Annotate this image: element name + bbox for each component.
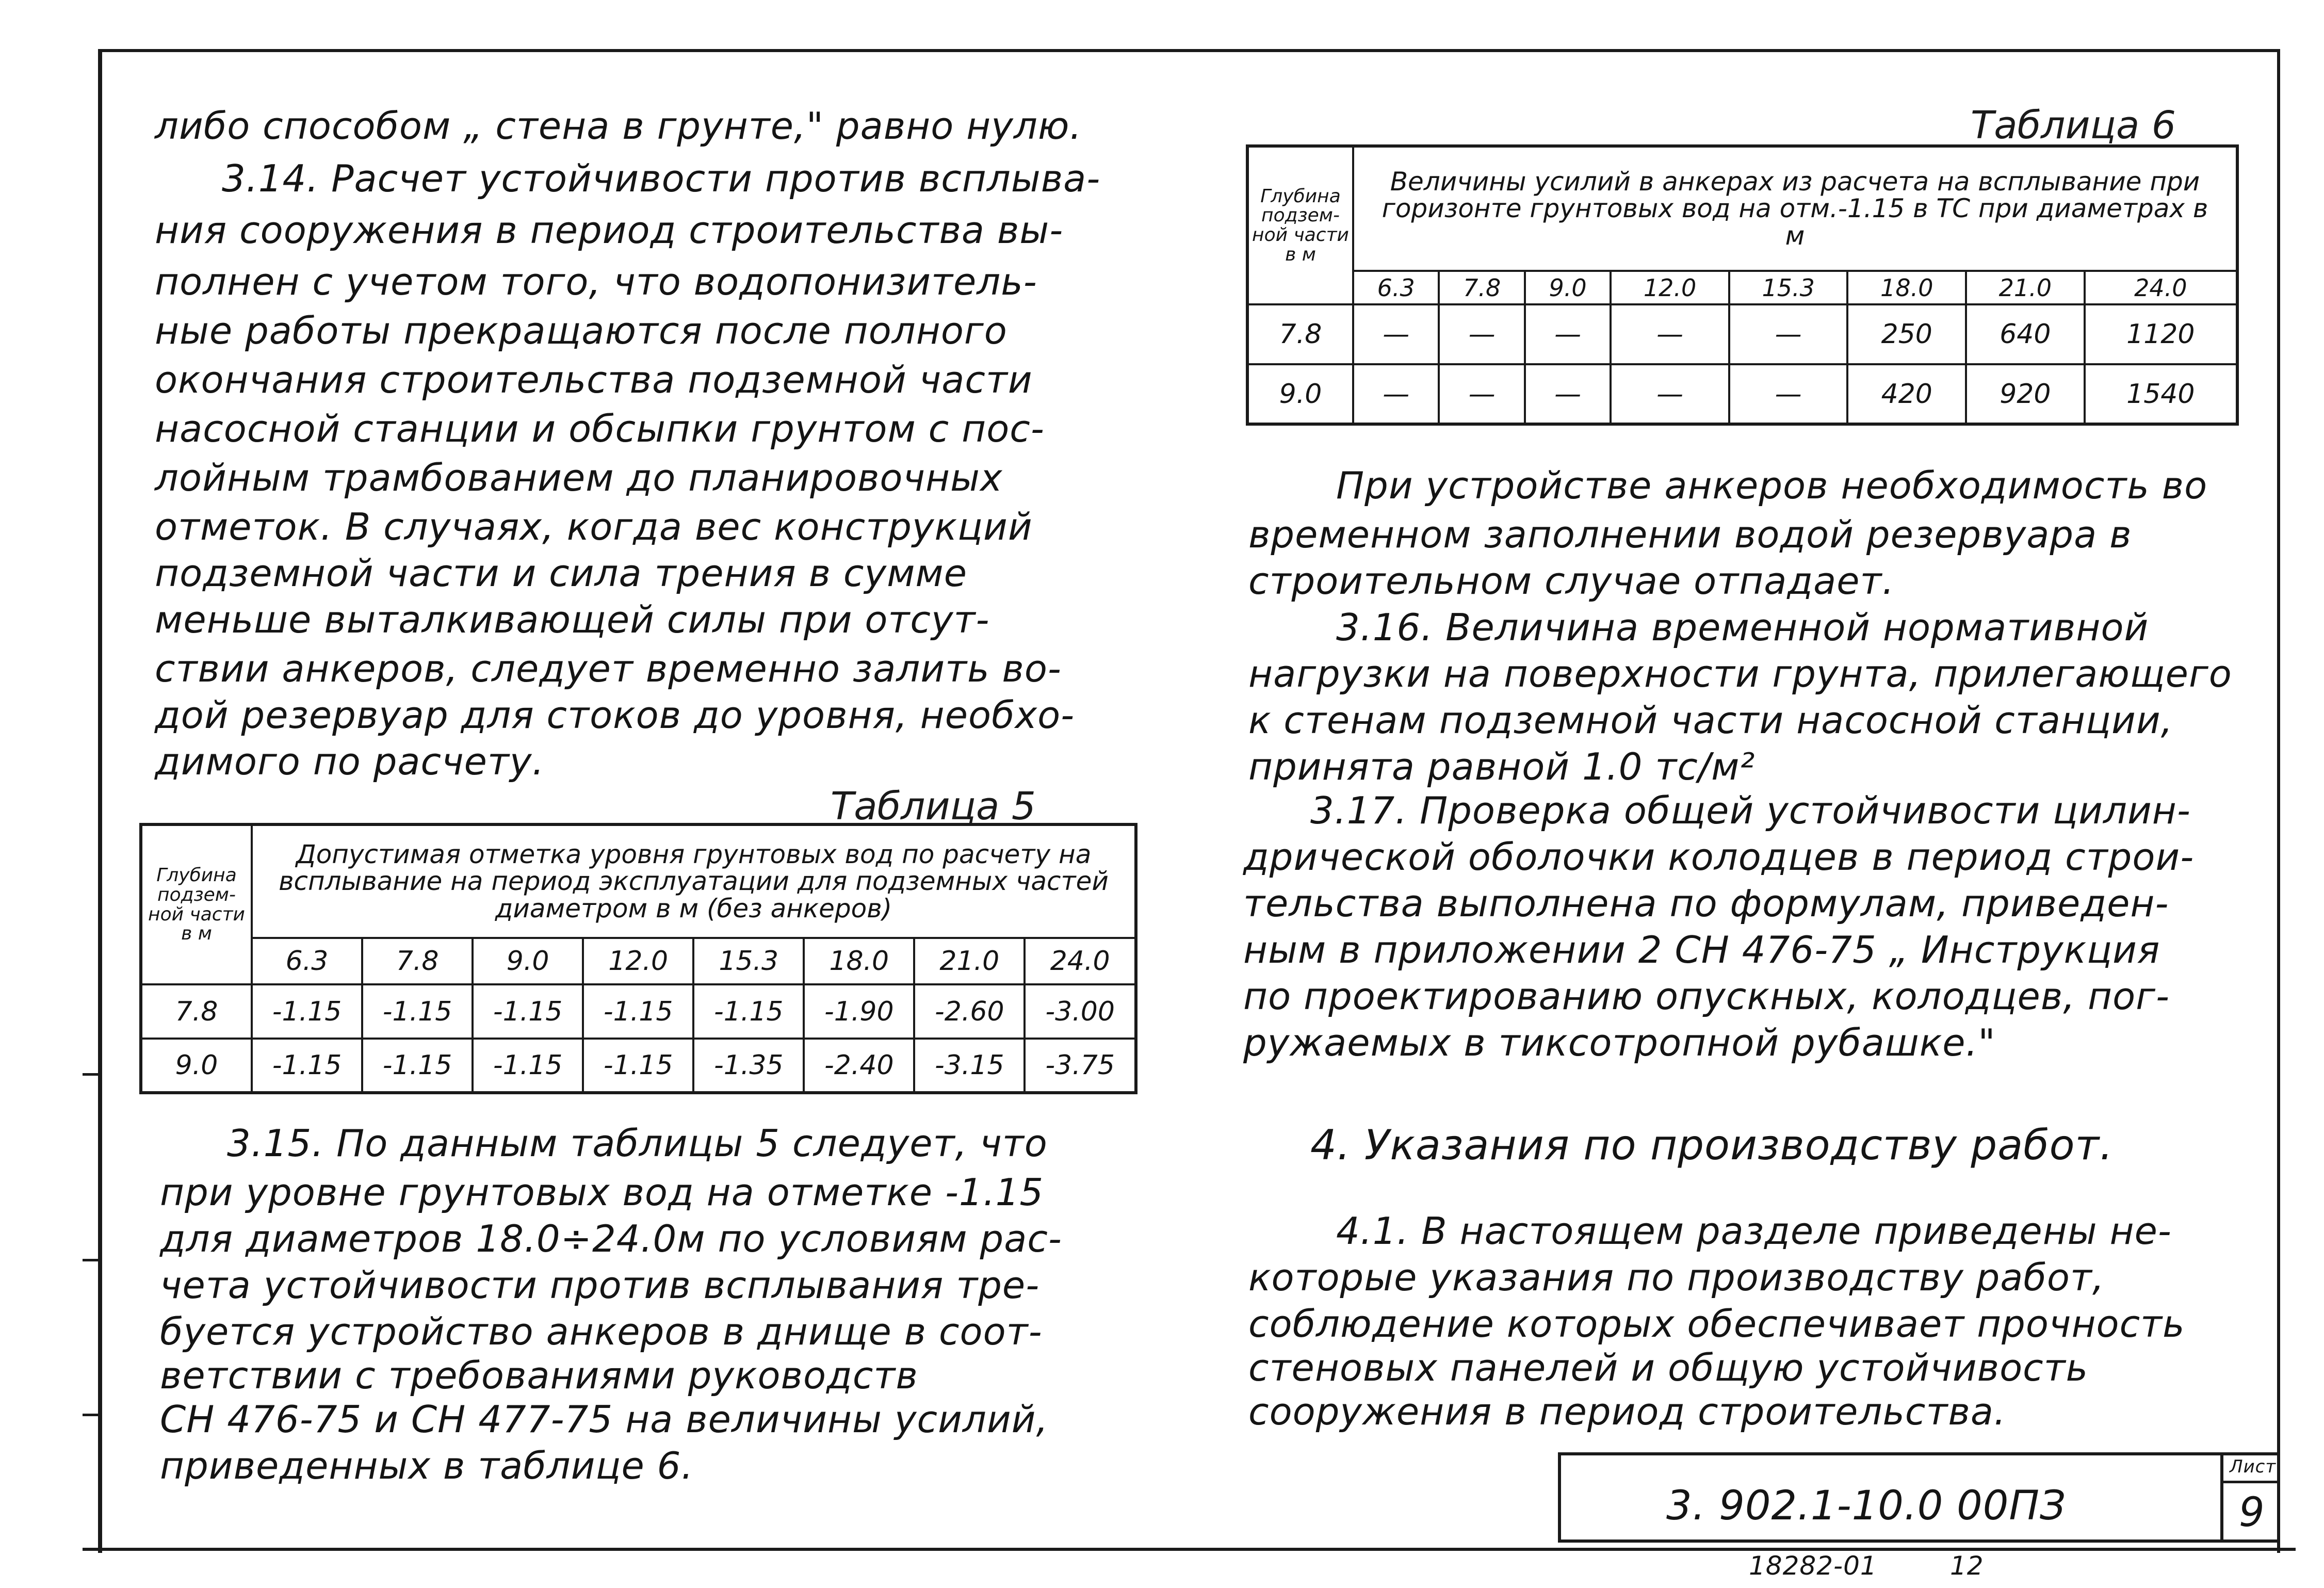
table6 — [1246, 144, 2239, 426]
table5-cell: -1.15 — [362, 984, 473, 1039]
table6-cell: 640 — [1966, 304, 2085, 364]
table6-cell: — — [1611, 304, 1729, 364]
table5-depth: 9.0 — [141, 1039, 252, 1093]
table6-diameter: 18.0 — [1847, 271, 1966, 304]
text-line: полнен с учетом того, что водопонизитель- — [155, 260, 1037, 303]
text-line: приведенных в таблице 6. — [160, 1444, 694, 1487]
table5-cell: -2.40 — [804, 1039, 914, 1093]
table5-cell: -1.15 — [693, 984, 804, 1039]
text-line: СН 476-75 и СН 477-75 на величины усилий, — [160, 1398, 1049, 1441]
table6-diameter: 21.0 — [1966, 271, 2085, 304]
table5-cell: -1.15 — [583, 1039, 693, 1093]
table5-depth-header: Глубина подзем-ной части в м — [141, 824, 252, 984]
text-line: временном заполнении водой резервуара в — [1248, 513, 2132, 556]
text-line: тельства выполнена по формулам, приведен- — [1243, 882, 2169, 925]
table6-cell: — — [1729, 364, 1848, 424]
table5-depth: 7.8 — [141, 984, 252, 1039]
text-line: принята равной 1.0 тс/м² — [1248, 745, 1756, 788]
table6-cell: 920 — [1966, 364, 2085, 424]
text-line: 3.17. Проверка общей устойчивости цилин- — [1310, 789, 2191, 832]
margin-tick — [83, 1414, 98, 1416]
text-line: чета устойчивости против всплывания тре- — [160, 1263, 1040, 1307]
document-code: 3. 902.1-10.0 00ПЗ — [1666, 1483, 2067, 1529]
table5-diameter: 6.3 — [252, 938, 362, 984]
table5-cell: -1.15 — [362, 1039, 473, 1093]
text-line: которые указания по производству работ, — [1248, 1256, 2105, 1299]
table6-depth: 7.8 — [1247, 304, 1353, 364]
table6-cell: — — [1729, 304, 1848, 364]
text-line: к стенам подземной части насосной станции, — [1248, 699, 2173, 742]
margin-tick — [83, 1073, 98, 1076]
table5-cell: -3.00 — [1025, 984, 1136, 1039]
table5-cell: -2.60 — [914, 984, 1025, 1039]
text-line: для диаметров 18.0÷24.0м по условиям рас- — [160, 1217, 1062, 1260]
table6-caption: Таблица 6 — [1971, 103, 2176, 148]
text-line: лойным трамбованием до планировочных — [155, 456, 1003, 499]
text-line: 3.14. Расчет устойчивости против всплыва- — [222, 157, 1101, 200]
table6-cell: — — [1353, 304, 1439, 364]
text-line: При устройстве анкеров необходимость во — [1336, 464, 2208, 507]
text-line: строительном случае отпадает. — [1248, 559, 1895, 603]
table5-diameter: 21.0 — [914, 938, 1025, 984]
table5-title-header: Допустимая отметка уровня грунтовых вод по расчету на всплывание на период эксплуатации для подземных частей диаметром в м (без анкеров) — [252, 824, 1136, 938]
text-line: насосной станции и обсыпки грунтом с пос- — [155, 407, 1045, 450]
table6-cell: — — [1611, 364, 1729, 424]
text-line: отметок. В случаях, когда вес конструкций — [155, 505, 1033, 548]
table5-caption: Таблица 5 — [831, 784, 1036, 829]
table5-cell: -1.15 — [583, 984, 693, 1039]
table-row — [1247, 304, 2237, 364]
sheet-label: Лист — [2230, 1456, 2277, 1477]
table6-diameter: 7.8 — [1439, 271, 1524, 304]
table6-diameter: 12.0 — [1611, 271, 1729, 304]
table6-cell: 250 — [1847, 304, 1966, 364]
table5-diameter: 15.3 — [693, 938, 804, 984]
table5-cell: -1.35 — [693, 1039, 804, 1093]
text-line: 3.16. Величина временной нормативной — [1336, 606, 2149, 649]
text-line: стеновых панелей и общую устойчивость — [1248, 1346, 2089, 1389]
text-line: ветствии с требованиями руководств — [160, 1354, 918, 1397]
text-line: ружаемых в тиксотропной рубашке." — [1243, 1021, 1996, 1064]
table5-cell: -1.90 — [804, 984, 914, 1039]
table6-cell: 1540 — [2085, 364, 2237, 424]
table6-cell: 420 — [1847, 364, 1966, 424]
text-line: дрической оболочки колодцев в период строи- — [1243, 835, 2195, 879]
margin-tick — [83, 1259, 98, 1261]
table5 — [139, 823, 1137, 1094]
table6-depth: 9.0 — [1247, 364, 1353, 424]
table5-diameter: 18.0 — [804, 938, 914, 984]
table6-cell: — — [1525, 364, 1611, 424]
table5-diameter: 9.0 — [473, 938, 583, 984]
page-number: 12 — [1950, 1551, 1984, 1581]
table5-cell: -1.15 — [473, 984, 583, 1039]
sheet-number: 9 — [2239, 1489, 2265, 1536]
table6-cell: — — [1525, 304, 1611, 364]
text-line: ные работы прекращаются после полного — [155, 309, 1007, 352]
table5-diameter: 7.8 — [362, 938, 473, 984]
text-line: дой резервуар для стоков до уровня, необхо- — [155, 693, 1075, 737]
table5-cell: -3.15 — [914, 1039, 1025, 1093]
table6-depth-header: Глубина подзем-ной части в м — [1247, 146, 1353, 304]
text-line: ствии анкеров, следует временно залить во- — [155, 647, 1062, 690]
text-line: окончания строительства подземной части — [155, 358, 1033, 401]
table6-cell: — — [1439, 364, 1524, 424]
sheet-divider — [2223, 1481, 2280, 1483]
table6-diameter: 9.0 — [1525, 271, 1611, 304]
table5-cell: -3.75 — [1025, 1039, 1136, 1093]
table6-title-header: Величины усилий в анкерах из расчета на всплывание при горизонте грунтовых вод на отм.-1.15 в ТС при диаметрах в м — [1353, 146, 2237, 271]
table6-diameter: 24.0 — [2085, 271, 2237, 304]
archive-number: 18282-01 — [1749, 1551, 1877, 1581]
text-line: сооружения в период строительства. — [1248, 1390, 2006, 1433]
text-line: ным в приложении 2 СН 476-75 „ Инструкция — [1243, 928, 2160, 971]
table-row — [141, 1039, 1136, 1093]
table5-cell: -1.15 — [252, 984, 362, 1039]
text-line: соблюдение которых обеспечивает прочность — [1248, 1302, 2185, 1346]
text-line: димого по расчету. — [155, 740, 545, 783]
section-4-heading: 4. Указания по производству работ. — [1310, 1121, 2114, 1169]
text-line: при уровне грунтовых вод на отметке -1.15 — [160, 1171, 1044, 1214]
text-line: 3.15. По данным таблицы 5 следует, что — [227, 1122, 1048, 1165]
text-line: меньше выталкивающей силы при отсут- — [155, 598, 990, 641]
text-line: либо способом „ стена в грунте," равно нулю. — [155, 104, 1082, 148]
table6-cell: — — [1353, 364, 1439, 424]
table5-diameter: 24.0 — [1025, 938, 1136, 984]
table6-cell: — — [1439, 304, 1524, 364]
text-line: 4.1. В настоящем разделе приведены не- — [1336, 1209, 2172, 1253]
text-line: буется устройство анкеров в днище в соот- — [160, 1310, 1043, 1353]
text-line: подземной части и сила трения в сумме — [155, 552, 968, 595]
table5-cell: -1.15 — [473, 1039, 583, 1093]
table5-diameter: 12.0 — [583, 938, 693, 984]
table-row — [1247, 364, 2237, 424]
table5-cell: -1.15 — [252, 1039, 362, 1093]
table6-diameter: 6.3 — [1353, 271, 1439, 304]
table-row — [141, 984, 1136, 1039]
text-line: нагрузки на поверхности грунта, прилегающего — [1248, 652, 2232, 695]
table6-diameter: 15.3 — [1729, 271, 1848, 304]
text-line: по проектированию опускных, колодцев, пог- — [1243, 975, 2170, 1018]
text-line: ния сооружения в период строительства вы- — [155, 208, 1064, 252]
table6-cell: 1120 — [2085, 304, 2237, 364]
